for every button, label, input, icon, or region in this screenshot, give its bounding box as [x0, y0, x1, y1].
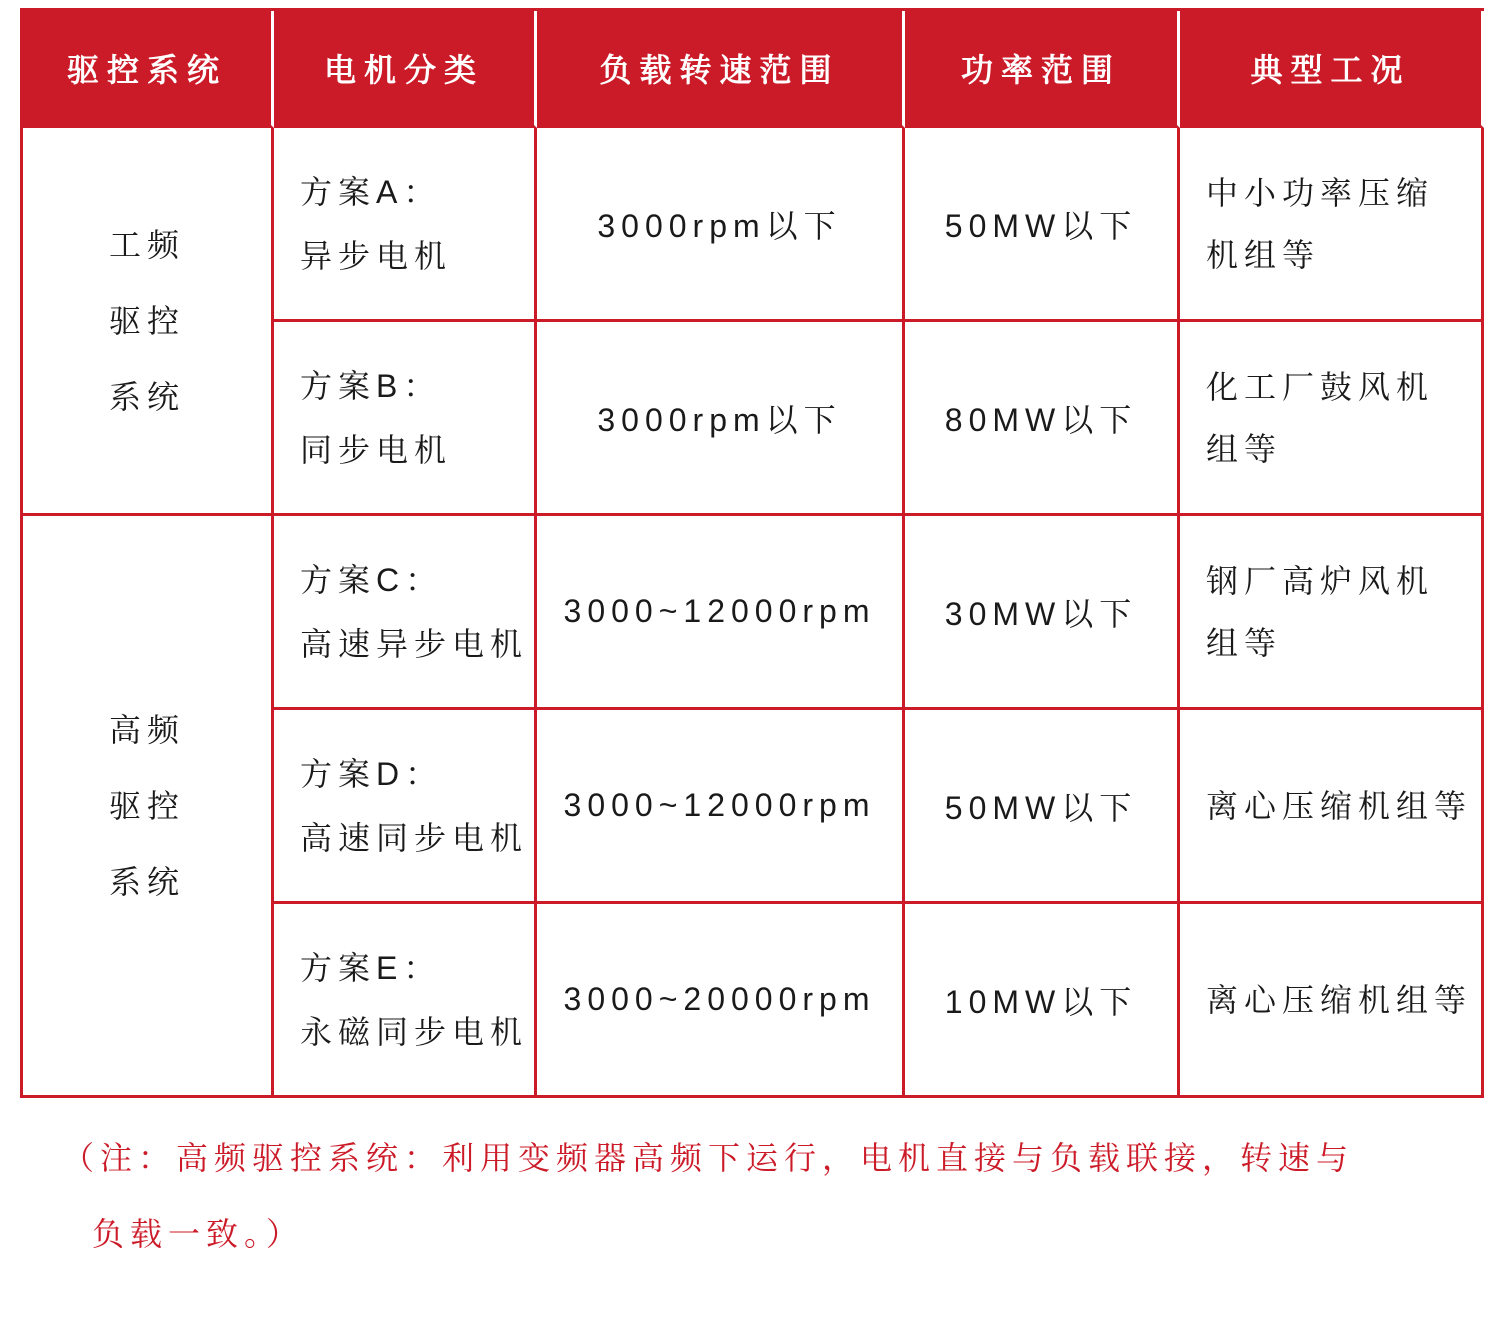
- system-group-high-frequency: [23, 516, 274, 1098]
- scheme-cell-a: [274, 128, 537, 322]
- speed-cell-c: 3000~12000rpm: [537, 516, 905, 710]
- scheme-cell-e: [274, 904, 537, 1098]
- application-line: 机组等: [1206, 236, 1321, 273]
- power-cell-c: 30MW以下: [905, 516, 1180, 710]
- application-cell-e: [1180, 904, 1484, 1098]
- footnote-line: （注：高频驱控系统：利用变频器高频下运行，电机直接与负载联接，转速与: [62, 1140, 1355, 1176]
- table-row-scheme-a: [23, 128, 1484, 322]
- application-line: 组等: [1206, 624, 1283, 661]
- scheme-title: 方案C：: [300, 561, 444, 598]
- system-group-power-frequency: [23, 128, 274, 516]
- system-line: 高频: [108, 711, 185, 748]
- power-cell-d: 50MW以下: [905, 710, 1180, 904]
- page: [0, 8, 1492, 1319]
- application-line: 组等: [1206, 430, 1283, 467]
- scheme-title: 方案A：: [300, 173, 442, 210]
- power-cell-b: 80MW以下: [905, 322, 1180, 516]
- speed-cell-d: 3000~12000rpm: [537, 710, 905, 904]
- speed-cell-b: 3000rpm以下: [537, 322, 905, 516]
- application-cell-b: [1180, 322, 1484, 516]
- application-line: 化工厂鼓风机: [1206, 368, 1435, 405]
- system-line: 系统: [108, 378, 185, 415]
- scheme-cell-c: [274, 516, 537, 710]
- table-row-scheme-c: [23, 516, 1484, 710]
- scheme-cell-b: [274, 322, 537, 516]
- header-motor-class: 电机分类: [274, 11, 537, 128]
- scheme-motor-type: 异步电机: [300, 237, 453, 274]
- system-line: 驱控: [108, 302, 185, 339]
- scheme-motor-type: 同步电机: [300, 431, 453, 468]
- footnote-line: 负载一致。）: [92, 1216, 305, 1252]
- header-drive-system: 驱控系统: [23, 11, 274, 128]
- power-cell-a: 50MW以下: [905, 128, 1180, 322]
- table-header-row: [23, 11, 1484, 128]
- application-cell-d: [1180, 710, 1484, 904]
- system-line: 系统: [108, 863, 185, 900]
- scheme-title: 方案E：: [300, 949, 442, 986]
- header-typical-conditions: 典型工况: [1180, 11, 1484, 128]
- application-line: 中小功率压缩: [1206, 174, 1435, 211]
- application-cell-c: [1180, 516, 1484, 710]
- scheme-motor-type: 高速同步电机: [300, 819, 529, 856]
- footnote: [62, 1120, 1462, 1272]
- header-speed-range: 负载转速范围: [537, 11, 905, 128]
- scheme-motor-type: 永磁同步电机: [300, 1013, 529, 1050]
- application-line: 离心压缩机组等: [1206, 787, 1473, 824]
- scheme-motor-type: 高速异步电机: [300, 625, 529, 662]
- header-power-range: 功率范围: [905, 11, 1180, 128]
- power-cell-e: 10MW以下: [905, 904, 1180, 1098]
- speed-cell-a: 3000rpm以下: [537, 128, 905, 322]
- application-cell-a: [1180, 128, 1484, 322]
- scheme-title: 方案D：: [300, 755, 444, 792]
- application-line: 离心压缩机组等: [1206, 981, 1473, 1018]
- scheme-title: 方案B：: [300, 367, 442, 404]
- speed-cell-e: 3000~20000rpm: [537, 904, 905, 1098]
- application-line: 钢厂高炉风机: [1206, 562, 1435, 599]
- system-line: 工频: [108, 226, 185, 263]
- system-line: 驱控: [108, 787, 185, 824]
- scheme-cell-d: [274, 710, 537, 904]
- drive-systems-table: [20, 8, 1484, 1098]
